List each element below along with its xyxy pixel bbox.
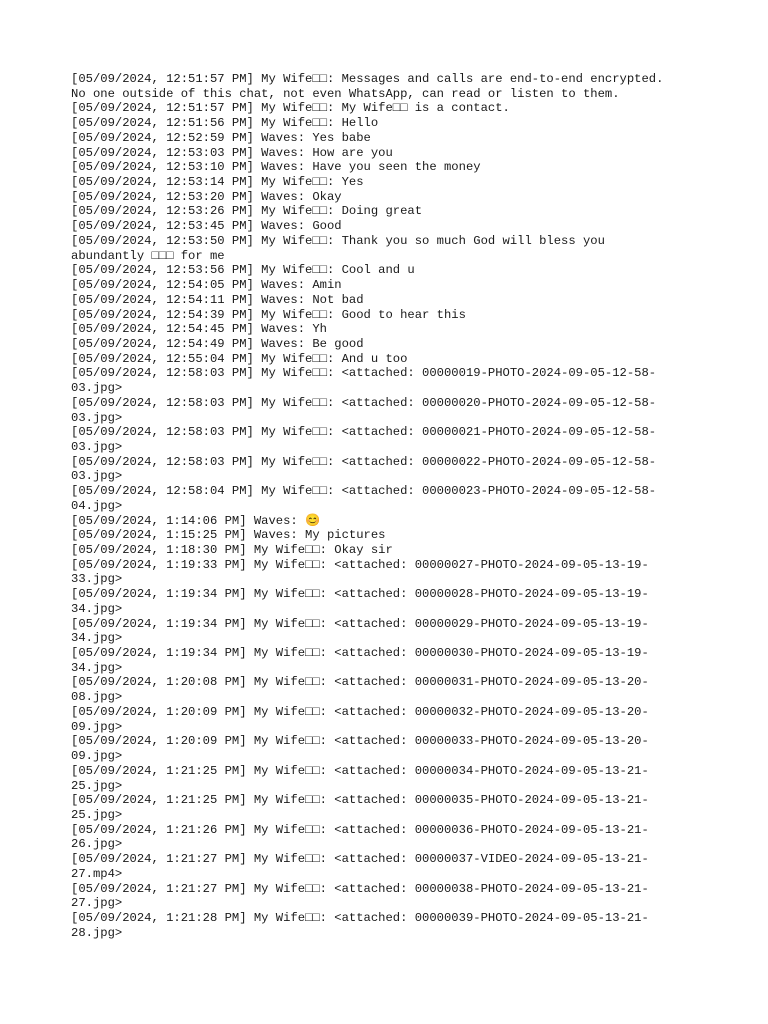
chat-log-line: 27.jpg> [71, 896, 123, 911]
chat-log-line: 34.jpg> [71, 601, 123, 616]
chat-log-line: [05/09/2024, 1:20:08 PM] My Wife□□: <attached: 00000031-PHOTO-2024-09-05-13-20- [71, 675, 649, 690]
chat-log-line: 09.jpg> [71, 749, 123, 764]
chat-log-line: 28.jpg> [71, 925, 123, 940]
chat-log-line: 34.jpg> [71, 631, 123, 646]
chat-log-line: [05/09/2024, 1:21:26 PM] My Wife□□: <attached: 00000036-PHOTO-2024-09-05-13-21- [71, 822, 649, 837]
chat-log-line: [05/09/2024, 12:52:59 PM] Waves: Yes babe [71, 130, 371, 145]
chat-log-line: [05/09/2024, 12:54:11 PM] Waves: Not bad [71, 292, 364, 307]
chat-log-line: [05/09/2024, 12:53:26 PM] My Wife□□: Doing great [71, 204, 423, 219]
chat-log-line: [05/09/2024, 12:58:03 PM] My Wife□□: <attached: 00000022-PHOTO-2024-09-05-12-58- [71, 454, 657, 469]
chat-log-line: [05/09/2024, 1:18:30 PM] My Wife□□: Okay sir [71, 543, 393, 557]
chat-log-line: [05/09/2024, 1:21:25 PM] My Wife□□: <attached: 00000034-PHOTO-2024-09-05-13-21- [71, 763, 649, 778]
chat-log-line: [05/09/2024, 1:19:34 PM] My Wife□□: <attached: 00000029-PHOTO-2024-09-05-13-19- [71, 616, 649, 631]
chat-log-line: abundantly □□□ for me [71, 248, 225, 263]
chat-log-line: No one outside of this chat, not even WhatsApp, can read or listen to them. [71, 86, 620, 101]
chat-log-line: [05/09/2024, 1:21:28 PM] My Wife□□: <attached: 00000039-PHOTO-2024-09-05-13-21- [71, 910, 649, 925]
chat-log-line: [05/09/2024, 12:53:10 PM] Waves: Have you seen the money [71, 160, 481, 175]
chat-log-line: 03.jpg> [71, 469, 123, 484]
chat-log-line: 25.jpg> [71, 778, 123, 793]
chat-log-line: [05/09/2024, 12:55:04 PM] My Wife□□: And u too [71, 351, 408, 366]
chat-log-line: 08.jpg> [71, 690, 123, 705]
chat-log-line: [05/09/2024, 1:20:09 PM] My Wife□□: <attached: 00000033-PHOTO-2024-09-05-13-20- [71, 734, 649, 749]
chat-log-line: 33.jpg> [71, 572, 123, 587]
chat-log-line: 03.jpg> [71, 381, 123, 396]
chat-log-line: 27.mp4> [71, 866, 123, 881]
chat-log-line: [05/09/2024, 12:51:56 PM] My Wife□□: Hello [71, 116, 379, 131]
chat-log-line: [05/09/2024, 12:58:04 PM] My Wife□□: <attached: 00000023-PHOTO-2024-09-05-12-58- [71, 484, 657, 499]
chat-log-line: [05/09/2024, 12:53:03 PM] Waves: How are you [71, 145, 393, 160]
chat-log-line: [05/09/2024, 12:54:39 PM] My Wife□□: Good to hear this [71, 307, 466, 322]
chat-log-line: [05/09/2024, 1:14:06 PM] Waves: 😊 [71, 513, 321, 528]
chat-log-line: [05/09/2024, 12:54:05 PM] Waves: Amin [71, 278, 342, 293]
chat-log-line: [05/09/2024, 12:58:03 PM] My Wife□□: <attached: 00000019-PHOTO-2024-09-05-12-58- [71, 366, 657, 381]
chat-log-text [71, 72, 691, 940]
chat-log-line: [05/09/2024, 1:21:25 PM] My Wife□□: <attached: 00000035-PHOTO-2024-09-05-13-21- [71, 793, 649, 808]
chat-log-line: [05/09/2024, 1:19:34 PM] My Wife□□: <attached: 00000028-PHOTO-2024-09-05-13-19- [71, 587, 649, 602]
chat-log-line: 03.jpg> [71, 439, 123, 454]
chat-log-line: 04.jpg> [71, 498, 123, 513]
chat-log-line: [05/09/2024, 12:58:03 PM] My Wife□□: <attached: 00000021-PHOTO-2024-09-05-12-58- [71, 425, 657, 440]
chat-log-line: 25.jpg> [71, 807, 123, 822]
chat-log-line: [05/09/2024, 1:21:27 PM] My Wife□□: <attached: 00000038-PHOTO-2024-09-05-13-21- [71, 881, 649, 896]
chat-log-line: [05/09/2024, 12:51:57 PM] My Wife□□: Messages and calls are end-to-end encrypted. [71, 72, 664, 86]
chat-log-line: [05/09/2024, 12:54:45 PM] Waves: Yh [71, 322, 327, 337]
chat-log-line: [05/09/2024, 12:54:49 PM] Waves: Be good [71, 336, 364, 351]
chat-log-line: [05/09/2024, 12:58:03 PM] My Wife□□: <attached: 00000020-PHOTO-2024-09-05-12-58- [71, 395, 657, 410]
chat-log-line: [05/09/2024, 12:53:20 PM] Waves: Okay [71, 189, 342, 204]
chat-log-line: [05/09/2024, 12:53:45 PM] Waves: Good [71, 219, 342, 234]
chat-log-line: [05/09/2024, 12:53:56 PM] My Wife□□: Cool and u [71, 263, 415, 278]
chat-log-line: [05/09/2024, 1:21:27 PM] My Wife□□: <attached: 00000037-VIDEO-2024-09-05-13-21- [71, 852, 649, 867]
chat-log-line: [05/09/2024, 12:53:14 PM] My Wife□□: Yes [71, 175, 364, 190]
chat-log-line: [05/09/2024, 1:19:33 PM] My Wife□□: <attached: 00000027-PHOTO-2024-09-05-13-19- [71, 557, 649, 572]
chat-log-line: 09.jpg> [71, 719, 123, 734]
chat-log-line: [05/09/2024, 1:15:25 PM] Waves: My pictures [71, 528, 386, 543]
chat-log-line: [05/09/2024, 12:51:57 PM] My Wife□□: My Wife□□ is a contact. [71, 101, 510, 116]
chat-log-line: [05/09/2024, 12:53:50 PM] My Wife□□: Thank you so much God will bless you [71, 233, 605, 248]
chat-log-line: 34.jpg> [71, 660, 123, 675]
chat-log-line: 03.jpg> [71, 410, 123, 425]
chat-log-line: [05/09/2024, 1:19:34 PM] My Wife□□: <attached: 00000030-PHOTO-2024-09-05-13-19- [71, 646, 649, 661]
chat-log-line: [05/09/2024, 1:20:09 PM] My Wife□□: <attached: 00000032-PHOTO-2024-09-05-13-20- [71, 704, 649, 719]
chat-log-line: 26.jpg> [71, 837, 123, 852]
